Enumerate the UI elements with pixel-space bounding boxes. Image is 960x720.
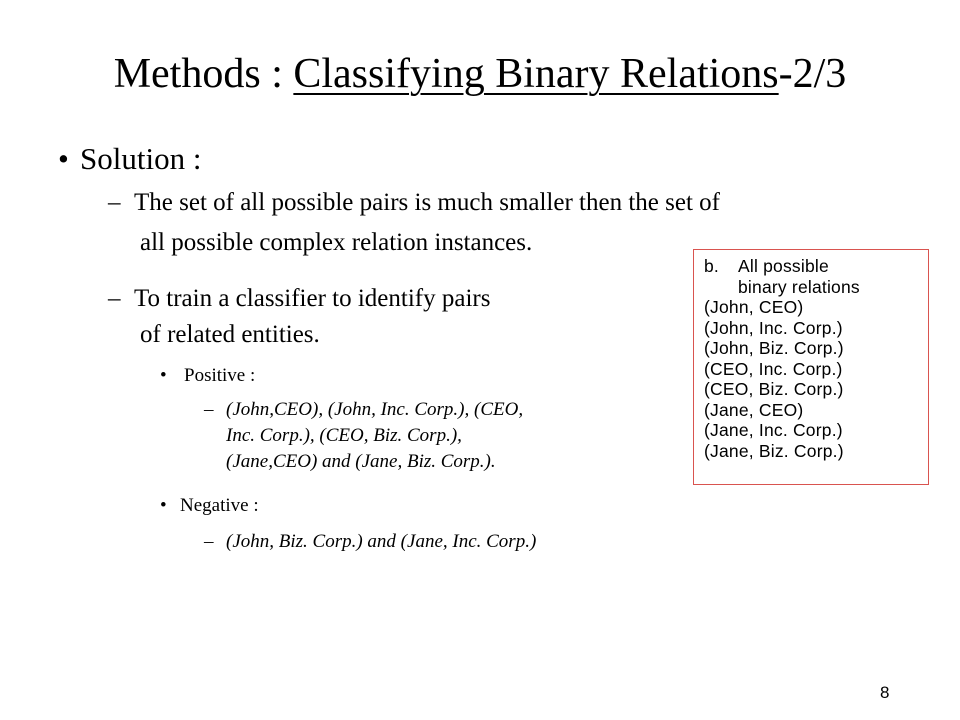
- point-1: – The set of all possible pairs is much smaller then the set of: [108, 186, 720, 220]
- page-number: 8: [880, 683, 890, 702]
- positive-bullet: • Positive :: [160, 365, 256, 386]
- dash-icon: –: [108, 189, 121, 216]
- slide-title: Methods : Classifying Binary Relations-2/3: [113, 51, 847, 97]
- figure-pair: (John, Biz. Corp.): [704, 338, 844, 358]
- figure-label: b.: [704, 256, 719, 276]
- figure-pair: (CEO, Inc. Corp.): [704, 358, 843, 379]
- point-2-continuation: of related entities.: [140, 321, 320, 348]
- binary-relations-figure: [693, 249, 929, 485]
- figure-heading: [704, 256, 860, 277]
- figure-pair: (Jane, CEO): [704, 399, 804, 420]
- bullet-icon: •: [58, 141, 69, 176]
- point-1-continuation: all possible complex relation instances.: [140, 229, 533, 256]
- figure-pair: (Jane, Biz. Corp.): [704, 440, 844, 461]
- bullet-icon: •: [160, 495, 167, 516]
- figure-heading-line-1: All possible: [738, 256, 829, 276]
- negative-bullet: • Negative :: [160, 495, 259, 516]
- positive-examples: – (John,CEO), (John, Inc. Corp.), (CEO,: [204, 399, 524, 420]
- positive-examples-line-3: (Jane,CEO) and (Jane, Biz. Corp.).: [226, 451, 496, 472]
- dash-icon: –: [204, 531, 214, 552]
- positive-examples-line-2: Inc. Corp.), (CEO, Biz. Corp.),: [226, 425, 462, 446]
- solution-bullet: • Solution :: [58, 141, 202, 176]
- point-2: – To train a classifier to identify pairs: [108, 282, 490, 316]
- title-underlined-part: Classifying Binary Relations: [293, 51, 779, 97]
- figure-pair: (John, CEO): [704, 297, 804, 317]
- dash-icon: –: [204, 399, 214, 420]
- figure-pair: (Jane, Inc. Corp.): [704, 420, 843, 440]
- figure-pair: (CEO, Biz. Corp.): [704, 379, 844, 399]
- figure-pair: (John, Inc. Corp.): [704, 317, 843, 338]
- bullet-icon: •: [160, 365, 167, 386]
- figure-heading-line-2: binary relations: [738, 276, 860, 297]
- negative-examples: – (John, Biz. Corp.) and (Jane, Inc. Corp.): [204, 531, 537, 552]
- dash-icon: –: [108, 285, 121, 312]
